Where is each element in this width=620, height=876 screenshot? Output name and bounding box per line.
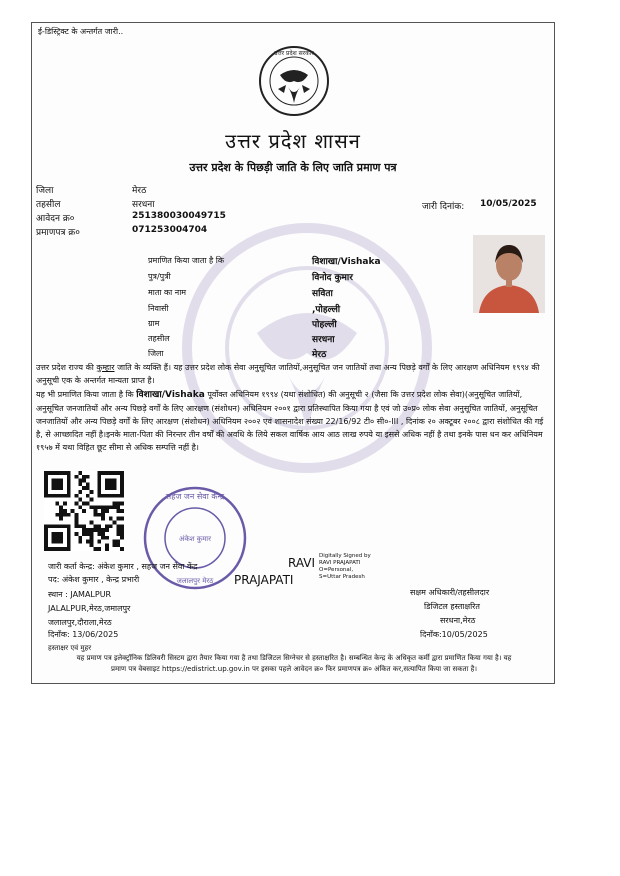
tehsil-value: सरधना bbox=[132, 200, 155, 210]
issuer-place: स्थान : JAMALPUR bbox=[48, 590, 112, 599]
signer-first-name: RAVI bbox=[288, 556, 316, 570]
resident-label: निवासी bbox=[148, 304, 169, 313]
verification-footer bbox=[36, 653, 552, 675]
resident-value: ,पोहल्ली bbox=[312, 305, 341, 315]
footer-line-1: यह प्रमाण पत्र इलेक्ट्रॉनिक डिलिवरी सिस्टम द्वारा तैयार किया गया है तथा डिजिटल सिग्नेचर से हस्ताक्षरित है। सम्बन्धित केन्द्र के अधिकृत कर्मी द्वारा प्रमाणित किया गया है। यह bbox=[76, 654, 512, 662]
issuing-center: जारी कर्ता केन्द्र: अंकेश कुमार , सहज जन सेवा केंद्र bbox=[48, 562, 198, 571]
authority-place: सरधना,मेरठ bbox=[440, 616, 476, 625]
digitally-signed-label: डिजिटल हस्ताक्षरित bbox=[424, 602, 480, 611]
application-label: आवेदन क्र० bbox=[36, 214, 75, 224]
relation-label: पुत्र/पुत्री bbox=[148, 272, 171, 281]
seal-center: अंकेश कुमार bbox=[179, 535, 211, 543]
sign-and-seal-label: हस्ताक्षर एवं मुहर bbox=[48, 644, 92, 652]
application-number: 251380030049715 bbox=[132, 211, 226, 221]
certificate-label: प्रमाणपत्र क्र० bbox=[36, 228, 80, 238]
district-label: जिला bbox=[36, 186, 54, 196]
issuer-address-2: जलालपुर,दौराला,मेरठ bbox=[48, 618, 112, 627]
person-tehsil-label: तहसील bbox=[148, 334, 170, 343]
village-label: ग्राम bbox=[148, 319, 160, 328]
footer-line-2: प्रमाण पत्र वेबसाइट https://edistrict.up.gov.in पर इसका पहले आवेदन क्र० फिर प्रमाणपत्र क्र० अंकित कर,सत्यापित किया जा सकता है। bbox=[111, 665, 477, 673]
issue-date-value: 10/05/2025 bbox=[480, 199, 537, 209]
issue-date-label: जारी दिनांक: bbox=[422, 202, 465, 212]
father-name: विनोद कुमार bbox=[312, 273, 353, 283]
authority-date: दिनाँक:10/05/2025 bbox=[420, 630, 488, 639]
tehsil-label: तहसील bbox=[36, 200, 61, 210]
issuer-designation: पद: अंकेश कुमार , केन्द्र प्रभारी bbox=[48, 575, 140, 584]
issuer-address-1: JALALPUR,मेरठ,जमालपुर bbox=[48, 604, 131, 613]
person-district-value: मेरठ bbox=[312, 350, 327, 360]
certificate-title: उत्तर प्रदेश शासन bbox=[225, 129, 361, 153]
seal-bottom: जलालपुर मेरठ bbox=[176, 577, 214, 585]
person-district-label: जिला bbox=[148, 349, 164, 358]
emblem-text: उत्तर प्रदेश सरकार bbox=[274, 50, 314, 57]
issued-under-note: ई-डिस्ट्रिक्ट के अन्तर्गत जारी.. bbox=[38, 27, 124, 36]
applicant-photo bbox=[473, 235, 545, 313]
issuer-date: दिनाँक: 13/06/2025 bbox=[48, 630, 119, 639]
up-government-emblem bbox=[258, 45, 330, 117]
digital-sign-details: Digitally Signed by RAVI PRAJAPATI O=Personal, S=Uttar Pradesh bbox=[319, 553, 371, 580]
competent-authority: सक्षम अधिकारी/तहसीलदार bbox=[410, 588, 490, 597]
village-value: पोहल्ली bbox=[312, 320, 337, 330]
seal-text: सहज जन सेवा केन्द्र bbox=[165, 492, 225, 501]
certificate-page bbox=[31, 22, 555, 684]
signer-last-name: PRAJAPATI bbox=[234, 573, 294, 587]
mother-name: सविता bbox=[312, 289, 333, 299]
certify-label: प्रमाणित किया जाता है कि bbox=[148, 256, 225, 265]
caste-name: कुम्हार bbox=[96, 363, 115, 372]
mother-label: माता का नाम bbox=[148, 288, 187, 297]
caste-paragraph: उत्तर प्रदेश राज्य की कुम्हार जाति के व्यक्ति हैं। यह उत्तर प्रदेश लोक सेवा अनुसूचित जातियों,अनुसूचित जन जातियों तथा अन्य पिछड़े वर्गों के लिए आरक्षण अधिनियम १९९४ की अनुसूची एक के अन्तर्गत मान्यता प्राप्त है। bbox=[36, 363, 540, 385]
verification-qr-code bbox=[44, 471, 124, 551]
district-value: मेरठ bbox=[132, 186, 147, 196]
eligibility-paragraph: यह भी प्रमाणित किया जाता है कि विशाखा/Vishaka पूर्वोक्त अधिनियम १९९४ (यथा संशोधित) की अनुसूची २ (जैसा कि उत्तर प्रदेश लोक सेवा)(अनुसूचित जातियों, अनुसूचित जनजातियों और अन्य पिछड़े वर्गों के लिए आरक्षण (संशोधन) अधिनियम २००१ द्वारा प्रतिस्थापित किया गया है एवं जो उ०प्र० लोक सेवा अनुसूचित जातियों, अनुसूचित जनजातियों और अन्य पिछड़े वर्गों के लिए आरक्षण (संशोधन) अधिनियम २००२ एवं शासनादेश संख्या 22/16/92 टी० सी०-III , दिनांक २० अक्टूबर २००८ द्वारा संशोधित की गई है, से आच्छादित नहीं है।इनके माता-पिता की निरन्तर तीन वर्षों की अवधि के लिये सकल वार्षिक आय आठ लाख रुपये या इससे अधिक नहीं है तथा इनके पास धन कर अधिनियम १९५७ में यथा विहित छूट सीमा से अधिक सम्पत्ति नहीं है। bbox=[36, 390, 544, 452]
body-person-name: विशाखा/Vishaka bbox=[136, 390, 205, 400]
certificate-subtitle: उत्तर प्रदेश के पिछड़ी जाति के लिए जाति प्रमाण पत्र bbox=[189, 161, 397, 174]
person-name: विशाखा/Vishaka bbox=[312, 257, 381, 267]
certificate-number: 071253004704 bbox=[132, 225, 208, 235]
person-tehsil-value: सरधना bbox=[312, 335, 335, 345]
